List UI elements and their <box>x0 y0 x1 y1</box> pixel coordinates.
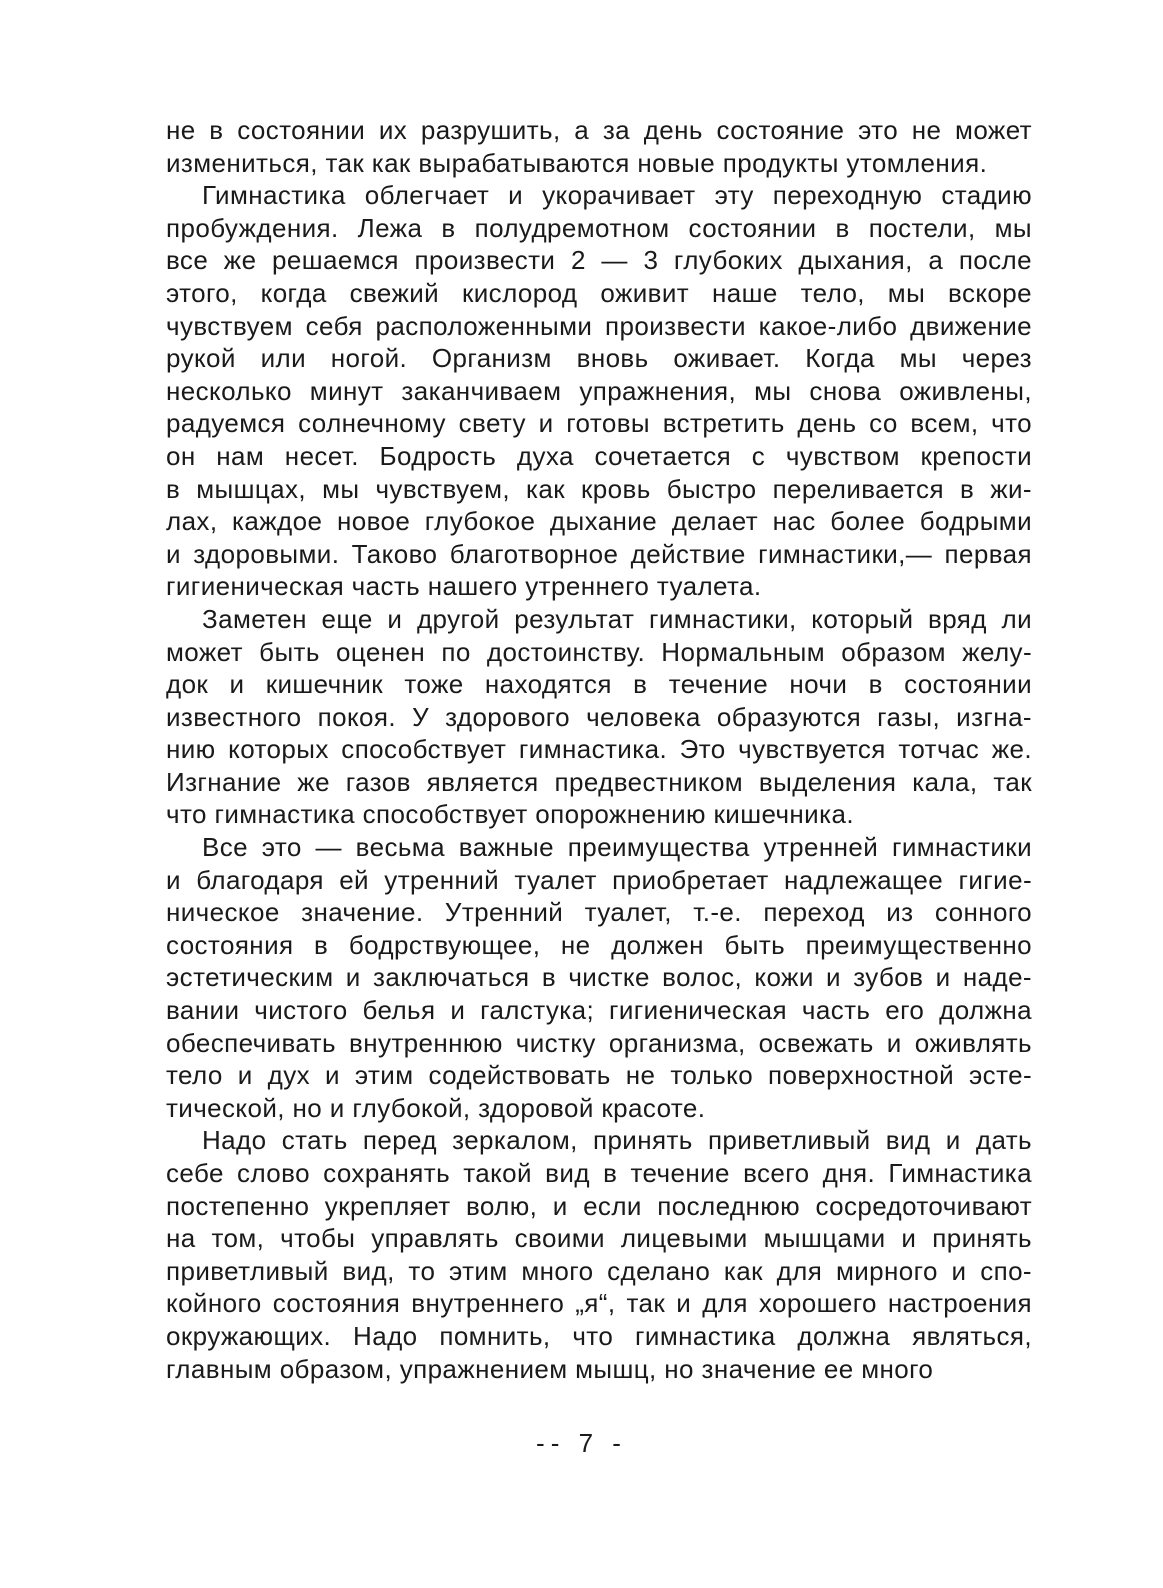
text-line: на том, чтобы управлять своими лицевыми мышцами и принять <box>166 1223 1032 1254</box>
text-line: и здоровыми. Таково благотворное действие гимнастики,— первая <box>166 538 1032 569</box>
text-line: Надо стать перед зеркалом, принять приветливый вид и дать <box>202 1125 1032 1156</box>
text-line: в мышцах, мы чувствуем, как кровь быстро переливается в жи- <box>166 473 1032 504</box>
text-line: может быть оценен по достоинству. Нормальным образом желу- <box>166 636 1032 667</box>
text-line: известного покоя. У здорового человека образуются газы, изгна- <box>166 701 1032 732</box>
text-line: Заметен еще и другой результат гимнастики, который вряд ли <box>202 603 1032 634</box>
paragraph <box>166 831 1032 1124</box>
text-line: окружающих. Надо помнить, что гимнастика должна являться, <box>166 1320 1032 1351</box>
paragraph <box>166 179 1032 603</box>
text-line: Изгнание же газов является предвестником выделения кала, так <box>166 766 1032 797</box>
text-line: несколько минут заканчиваем упражнения, мы снова оживлены, <box>166 375 1032 406</box>
text-line: радуемся солнечному свету и готовы встретить день со всем, что <box>166 408 1032 439</box>
text-line: пробуждения. Лежа в полудремотном состоянии в постели, мы <box>166 212 1032 243</box>
text-line: лах, каждое новое глубокое дыхание делает нас более бодрыми <box>166 506 1032 537</box>
text-line: Все это — весьма важные преимущества утренней гимнастики <box>202 832 1032 863</box>
text-line: тической, но и глубокой, здоровой красоте. <box>166 1092 706 1123</box>
text-line: постепенно укрепляет волю, и если последнюю сосредоточивают <box>166 1190 1032 1221</box>
text-line: не в состоянии их разрушить, а за день состояние это не может <box>166 115 1032 145</box>
text-line: этого, когда свежий кислород оживит наше тело, мы вскоре <box>166 277 1032 308</box>
page-number: -- 7 - <box>536 1428 627 1458</box>
text-line: Гимнастика облегчает и укорачивает эту переходную стадию <box>202 180 1032 211</box>
text-line: себе слово сохранять такой вид в течение всего дня. Гимнастика <box>166 1158 1032 1188</box>
text-line: он нам несет. Бодрость духа сочетается с чувством крепости <box>166 440 1032 471</box>
text-line: гигиеническая часть нашего утреннего туалета. <box>166 571 762 602</box>
text-line: эстетическим и заключаться в чистке волос, кожи и зубов и наде- <box>166 962 1032 993</box>
text-line: койного состояния внутреннего „я“, так и для хорошего настроения <box>166 1288 1032 1319</box>
text-line: и благодаря ей утренний туалет приобретает надлежащее гигие- <box>166 864 1032 895</box>
text-line: нию которых способствует гимнастика. Это чувствуется тотчас же. <box>166 734 1032 765</box>
text-line: ническое значение. Утренний туалет, т.-е. переход из сонного <box>166 897 1032 928</box>
text-line: обеспечивать внутреннюю чистку организма, освежать и оживлять <box>166 1027 1032 1058</box>
body-text <box>166 114 1032 1385</box>
paragraph <box>166 1124 1032 1385</box>
text-line: что гимнастика способствует опорожнению кишечника. <box>166 799 854 830</box>
text-line: измениться, так как вырабатываются новые продукты утомления. <box>166 147 988 178</box>
text-line: чувствуем себя расположенными произвести какое-либо движение <box>166 310 1032 341</box>
text-line: все же решаемся произвести 2 — 3 глубоких дыхания, а после <box>166 245 1032 276</box>
text-line: рукой или ногой. Организм вновь оживает. Когда мы через <box>166 343 1032 374</box>
text-line: тело и дух и этим содействовать не только поверхностной эсте- <box>166 1060 1032 1091</box>
paragraph <box>166 603 1032 831</box>
text-line: главным образом, упражнением мышц, но значение ее много <box>166 1353 934 1384</box>
text-line: док и кишечник тоже находятся в течение ночи в состоянии <box>166 669 1032 700</box>
paragraph <box>166 114 1032 179</box>
text-line: вании чистого белья и галстука; гигиеническая часть его должна <box>166 995 1032 1026</box>
text-line: приветливый вид, то этим много сделано как для мирного и спо- <box>166 1255 1032 1286</box>
text-line: состояния в бодрствующее, не должен быть преимущественно <box>166 929 1032 960</box>
